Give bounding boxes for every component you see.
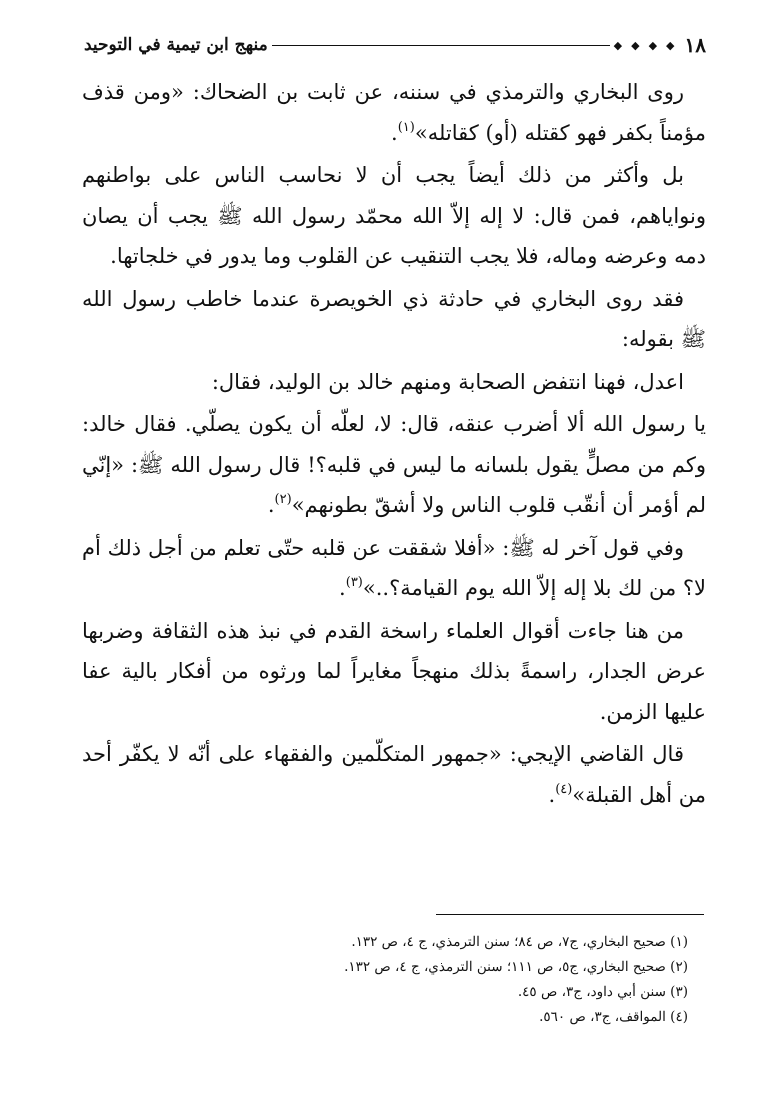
page-number: ١٨ xyxy=(684,33,706,57)
diamond-ornament-icon: ◆ ◆ ◆ ◆ xyxy=(613,38,675,52)
footnote-ref: (٤) xyxy=(555,781,573,797)
running-title: منهج ابن تيمية في التوحيد xyxy=(84,35,268,55)
paragraph: فقد روى البخاري في حادثة ذي الخويصرة عندما خاطب رسول الله ﷺ بقوله: xyxy=(82,286,706,351)
footnote: (٢) صحيح البخاري، ج٥، ص ١١١؛ سنن الترمذي، ج ٤، ص ١٣٢. xyxy=(344,959,688,975)
footnote-ref: (٢) xyxy=(274,492,292,507)
page-header xyxy=(84,30,706,60)
footnote-ref: (١) xyxy=(397,119,415,135)
footnote: (١) صحيح البخاري، ج٧، ص ٨٤؛ سنن الترمذي، ج ٤، ص ١٣٢. xyxy=(351,934,688,950)
body-text xyxy=(82,72,706,817)
paragraph: بل وأكثر من ذلك أيضاً يجب أن لا نحاسب الناس على بواطنهم ونواياهم، فمن قال: لا إله إلاّ الله محمّد رسول الله ﷺ يجب أن يصان دمه وعرضه وماله، فلا يجب التنقيب عن القلوب وما يدور في خلجاتها. xyxy=(82,163,706,268)
paragraph: من هنا جاءت أقوال العلماء راسخة القدم في نبذ هذه الثقافة وضربها عرض الجدار، راسمةً بذلك منهجاً مغايراً لما ورثوه من أفكار بالية عفا عليها الزمن. xyxy=(82,618,706,724)
paragraph: روى البخاري والترمذي في سننه، عن ثابت بن الضحاك: «ومن قذف مؤمناً بكفر فهو كقتله (أو) كقاتله»$^{(١)}$. xyxy=(82,80,706,145)
footnote: (٣) سنن أبي داود، ج٣، ص ٤٥. xyxy=(517,984,688,1000)
footnote: (٤) المواقف، ج٣، ص ٥٦٠. xyxy=(539,1009,688,1025)
paragraph: وفي قول آخر له ﷺ: «أفلا شققت عن قلبه حتّى تعلم من أجل ذلك أم لا؟ من لك بلا إله إلاّ الله يوم القيامة؟..»$^{(٣)}$. xyxy=(82,535,706,600)
footnotes xyxy=(82,930,706,1030)
header-rule xyxy=(272,45,610,46)
footnote-ref: (٣) xyxy=(345,575,363,590)
paragraph: اعدل، فهنا انتفض الصحابة ومنهم خالد بن الوليد، فقال: xyxy=(211,369,684,394)
paragraph: قال القاضي الإيجي: «جمهور المتكلّمين والفقهاء على أنّه لا يكفّر أحد من أهل القبلة»$^{(٤)}$. xyxy=(82,742,706,807)
paragraph: يا رسول الله ألا أضرب عنقه، قال: لا، لعلّه أن يكون يصلّي. فقال خالد: وكم من مصلٍّ يقول بلسانه ما ليس في قلبه؟! قال رسول الله ﷺ: «إنّي لم أؤمر أن أنقّب قلوب الناس ولا أشقّ بطونهم»$^{(٢)}$. xyxy=(82,412,706,517)
footnote-separator xyxy=(436,914,704,915)
